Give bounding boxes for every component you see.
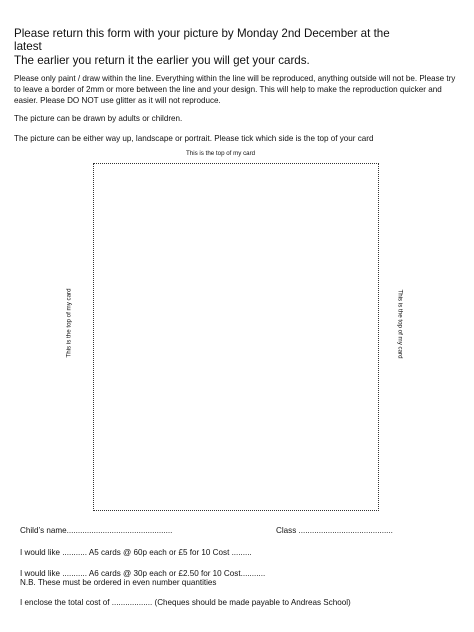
childs-name-field[interactable]: Child’s name............................................... — [20, 526, 173, 535]
even-quantity-note: N.B. These must be ordered in even number quantities — [20, 578, 217, 587]
paint-instructions: Please only paint / draw within the line. Everything within the line will be reproduced, anything outside will not be. Please try to leave a border of 2mm or more between the line and your design. This will help to make the reproduction quicker and easier. Please DO NOT use glitter as it will not reproduce. — [14, 74, 456, 105]
a6-order-line[interactable]: I would like ........... A6 cards @ 30p each or £2.50 for 10 Cost........... — [20, 569, 266, 578]
orientation-note: The picture can be either way up, landscape or portrait. Please tick which side is the top of your card — [14, 134, 374, 143]
top-side-label: This is the top of my card — [186, 150, 256, 157]
right-side-label: This is the top of my card — [396, 289, 404, 359]
class-field[interactable]: Class .......................................... — [276, 526, 393, 535]
drawer-note: The picture can be drawn by adults or children. — [14, 114, 183, 123]
return-deadline-line2: latest — [14, 40, 42, 53]
earlier-return-note: The earlier you return it the earlier you will get your cards. — [14, 54, 310, 67]
a5-order-line[interactable]: I would like ........... A5 cards @ 60p each or £5 for 10 Cost ......... — [20, 548, 252, 557]
return-deadline-line1: Please return this form with your picture by Monday 2nd December at the — [14, 27, 390, 40]
left-side-label: This is the top of my card — [65, 288, 73, 358]
total-cost-line[interactable]: I enclose the total cost of .................. (Cheques should be made payable to Andreas School) — [20, 598, 351, 607]
drawing-area[interactable] — [93, 163, 379, 511]
